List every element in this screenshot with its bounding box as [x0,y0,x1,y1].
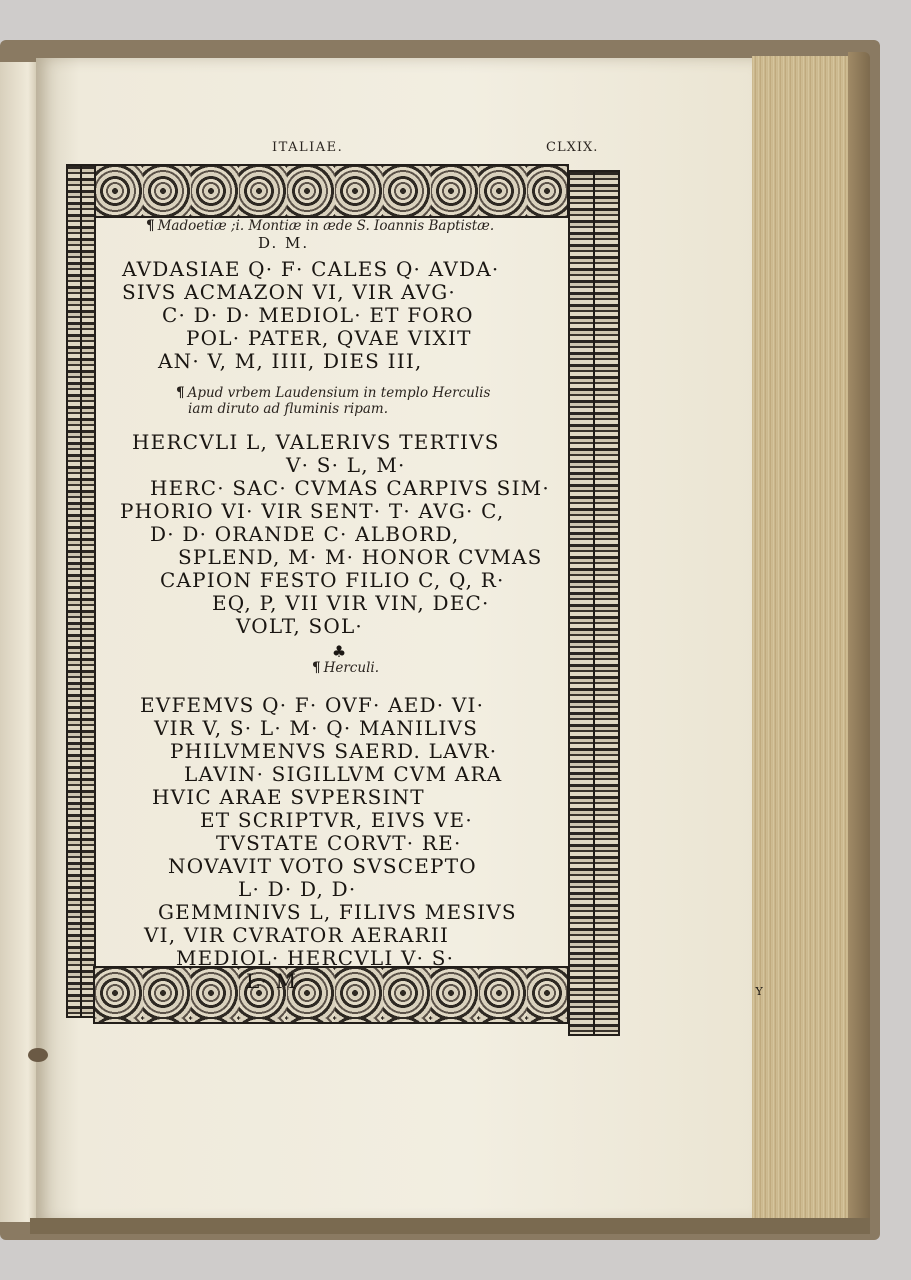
woodcut-border-left [66,164,96,1018]
inscription-line: HVIC ARAE SVPERSINT [152,785,425,809]
inscription-line: PHILVMENVS SAERD. LAVR· [170,739,498,763]
inscription-line: NOVAVIT VOTO SVSCEPTO [168,854,477,878]
woodcut-border-right [568,170,620,1036]
page-edges [752,56,855,1224]
dm-heading: D. M. [258,234,310,252]
pilcrow-icon: ¶ [146,218,155,234]
inscription-line: AN· V, M, IIII, DIES III, [158,349,423,373]
inscription-line: TVSTATE CORVT· RE· [216,831,462,855]
inscription-line: LAVIN· SIGILLVM CVM ARA [184,762,503,786]
inscription-line: L· D· D, D· [238,877,357,901]
inscription-text-block [100,214,764,998]
inscription-line: SPLEND, M· M· HONOR CVMAS [178,545,543,569]
inscription-line: V· S· L, M· [286,453,406,477]
note-herculi: ¶ Herculi. [312,660,379,676]
note-madoetiae: ¶ Madoetiæ ;i. Montiæ in æde S. Ioannis Baptistæ. [146,218,495,234]
pilcrow-icon: ¶ [312,660,321,676]
running-title: ITALIAE. [272,140,344,155]
catchword: Y [755,985,764,998]
woodcut-border-top [93,164,569,218]
inscription-line: GEMMINIVS L, FILIVS MESIVS [158,900,517,924]
inscription-hercules [100,431,564,638]
inscription-line: VOLT, SOL· [236,614,363,638]
inscription-audasia [100,258,564,373]
leather-tab [28,1048,48,1062]
inscription-line: PHORIO VI· VIR SENT· T· AVG· C, [120,499,505,523]
inscription-line: L· M· Y [246,970,564,993]
fleuron-icon: ♣ [331,642,347,661]
inscription-eufemus [100,693,764,998]
inscription-line: SIVS ACMAZON VI, VIR AVG· [122,280,456,304]
inscription-line: ET SCRIPTVR, EIVS VE· [200,808,473,832]
inscription-line: CAPION FESTO FILIO C, Q, R· [160,568,505,592]
inscription-line: EQ, P, VII VIR VIN, DEC· [212,591,490,615]
pilcrow-icon: ¶ [176,385,185,401]
inscription-line: VI, VIR CVRATOR AERARII [144,923,450,947]
inscription-line: EVFEMVS Q· F· OVF· AED· VI· [140,693,485,717]
inscription-line: C· D· D· MEDIOL· ET FORO [162,303,474,327]
note-laudensium: ¶ Apud vrbem Laudensium in templo Herculis iam diruto ad fluminis ripam. [176,385,491,417]
inscription-line: HERCVLI L, VALERIVS TERTIVS [132,430,500,454]
folio-number: CLXIX. [546,140,599,155]
cover-edge [848,52,870,1232]
inscription-line: AVDASIAE Q· F· CALES Q· AVDA· [122,257,500,281]
inscription-line: D· D· ORANDE C· ALBORD, [150,522,460,546]
bottom-board [30,1218,870,1234]
inscription-line: MEDIOL· HERCVLI V· S· [176,946,455,970]
inscription-line: POL· PATER, QVAE VIXIT [186,326,472,350]
inscription-line: VIR V, S· L· M· Q· MANILIVS [154,716,479,740]
inscription-line: HERC· SAC· CVMAS CARPIVS SIM· [150,476,550,500]
